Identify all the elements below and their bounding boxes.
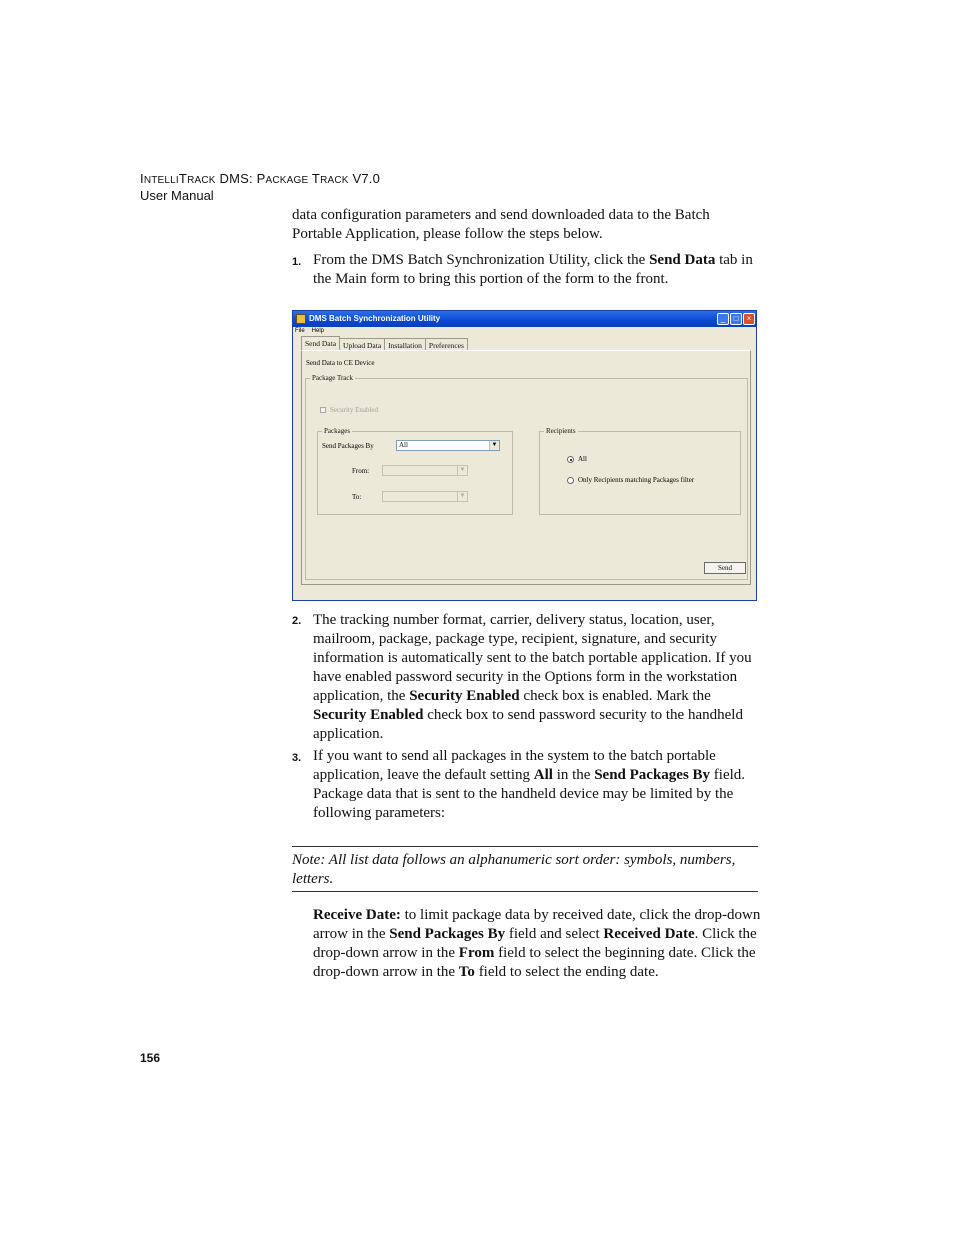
menubar <box>295 328 331 334</box>
step-2-number: 2. <box>292 615 302 627</box>
step-1-text: From the DMS Batch Synchronization Utility, click the Send Data tab in the Main form to bring this portion of the form to the front. <box>313 252 753 287</box>
package-track-title: Package Track <box>312 374 354 382</box>
send-data-panel <box>301 350 751 585</box>
radio-filter-label: Only Recipients matching Packages filter <box>578 476 695 484</box>
chevron-down-icon[interactable]: ▼ <box>457 492 467 501</box>
app-icon <box>296 314 306 324</box>
step-1-number: 1. <box>292 256 302 268</box>
intro-paragraph: data configuration parameters and send downloaded data to the Batch Portable Application, please follow the steps below. <box>292 207 710 242</box>
package-track-group <box>305 374 748 580</box>
send-packages-by-value: All <box>399 441 408 449</box>
running-header-subtitle: User Manual <box>140 188 214 203</box>
from-label: From: <box>352 467 370 475</box>
to-label: To: <box>352 493 362 501</box>
tab-send-data[interactable]: Send Data <box>301 336 340 351</box>
tab-preferences[interactable]: Preferences <box>425 338 468 351</box>
from-select[interactable] <box>382 465 468 476</box>
security-enabled-label: Security Enabled <box>330 406 379 414</box>
note-text: Note: All list data follows an alphanumeric sort order: symbols, numbers, letters. <box>292 852 736 887</box>
minimize-icon[interactable]: _ <box>717 313 729 325</box>
close-icon[interactable]: × <box>743 313 755 325</box>
tab-upload-data[interactable]: Upload Data <box>339 338 385 351</box>
security-enabled-checkbox[interactable] <box>320 407 326 413</box>
step-3-number: 3. <box>292 752 302 764</box>
section-label: Send Data to CE Device <box>306 359 375 367</box>
chevron-down-icon[interactable]: ▼ <box>489 441 499 450</box>
radio-filter[interactable] <box>567 477 574 484</box>
packages-group-title: Packages <box>324 427 351 435</box>
page-number: 156 <box>140 1051 161 1065</box>
recipients-group-title: Recipients <box>546 427 576 435</box>
menu-file[interactable]: File <box>295 328 305 334</box>
packages-group <box>317 427 513 515</box>
menu-help[interactable]: Help <box>311 328 325 334</box>
recipients-group <box>539 427 741 515</box>
send-packages-by-label: Send Packages By <box>322 442 374 450</box>
window-title: DMS Batch Synchronization Utility <box>309 314 441 323</box>
receive-date-paragraph: Receive Date: to limit package data by received date, click the drop-down arrow in the Send Packages By field and select Received Date. Click the drop-down arrow in the From field to select the beginning date. Click the drop-down arrow in the To field to select the ending date. <box>313 907 761 980</box>
note-rule-bottom <box>292 891 758 892</box>
step-2-text: The tracking number format, carrier, delivery status, location, user, mailroom, package, package type, recipient, signature, and security information is automatically sent to the batch portable application. If you have enabled password security in the Options form in the workstation application, the Security Enabled check box is enabled. Mark the Security Enabled check box to send password security to the handheld application. <box>313 612 752 742</box>
chevron-down-icon[interactable]: ▼ <box>457 466 467 475</box>
running-header-title: INTELLITRACK DMS: PACKAGE TRACK V7.0 <box>140 171 381 186</box>
send-button[interactable]: Send <box>704 562 746 574</box>
radio-all-label: All <box>578 455 587 463</box>
screenshot-window <box>292 310 757 601</box>
radio-all[interactable] <box>567 456 574 463</box>
maximize-icon[interactable]: □ <box>730 313 742 325</box>
send-packages-by-select[interactable] <box>396 440 500 451</box>
tab-strip <box>301 338 467 350</box>
to-select[interactable] <box>382 491 468 502</box>
note-rule-top <box>292 846 758 847</box>
step-3-text: If you want to send all packages in the system to the batch portable application, leave the default setting All in the Send Packages By field. Package data that is sent to the handheld device may be limited by the following parameters: <box>313 748 746 821</box>
tab-installation[interactable]: Installation <box>384 338 426 351</box>
window-titlebar <box>293 311 756 327</box>
